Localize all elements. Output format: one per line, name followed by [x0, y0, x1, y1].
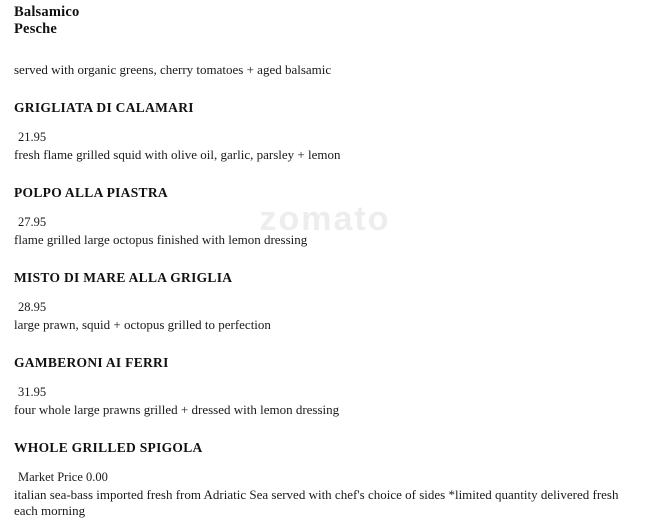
menu-item-description: fresh flame grilled squid with olive oil, garlic, parsley + lemon: [14, 147, 341, 162]
menu-item: [14, 100, 636, 163]
section-intro-text: served with organic greens, cherry tomatoes + aged balsamic: [14, 62, 332, 77]
header-line-pesche: Pesche: [14, 21, 58, 37]
menu-item-name: GAMBERONI AI FERRI: [14, 355, 169, 370]
menu-item-price: Market Price 0.00: [18, 470, 108, 484]
menu-item-description: flame grilled large octopus finished with lemon dressing: [14, 232, 308, 247]
menu-item-name: GRIGLIATA DI CALAMARI: [14, 100, 194, 115]
menu-item-name: MISTO DI MARE ALLA GRIGLIA: [14, 270, 233, 285]
menu-item: [14, 185, 636, 248]
menu-item: [14, 355, 636, 418]
menu-item-price: 21.95: [18, 130, 47, 144]
header-line-balsamico: Balsamico: [14, 4, 80, 20]
zomato-watermark: zomato: [259, 200, 391, 238]
menu-item-description: large prawn, squid + octopus grilled to perfection: [14, 317, 271, 332]
menu-item: [14, 440, 636, 519]
menu-item-price: 27.95: [18, 215, 47, 229]
menu-header: [14, 4, 636, 38]
menu-item-price: 28.95: [18, 300, 47, 314]
menu-item-name: POLPO ALLA PIASTRA: [14, 185, 168, 200]
menu-item-name: WHOLE GRILLED SPIGOLA: [14, 440, 203, 455]
menu-item-price: 31.95: [18, 385, 47, 399]
menu-item: [14, 270, 636, 333]
menu-item-description: four whole large prawns grilled + dressed with lemon dressing: [14, 402, 340, 417]
menu-item-description: italian sea-bass imported fresh from Adriatic Sea served with chef's choice of sides *limited quantity delivered fresh each morning: [14, 487, 619, 518]
